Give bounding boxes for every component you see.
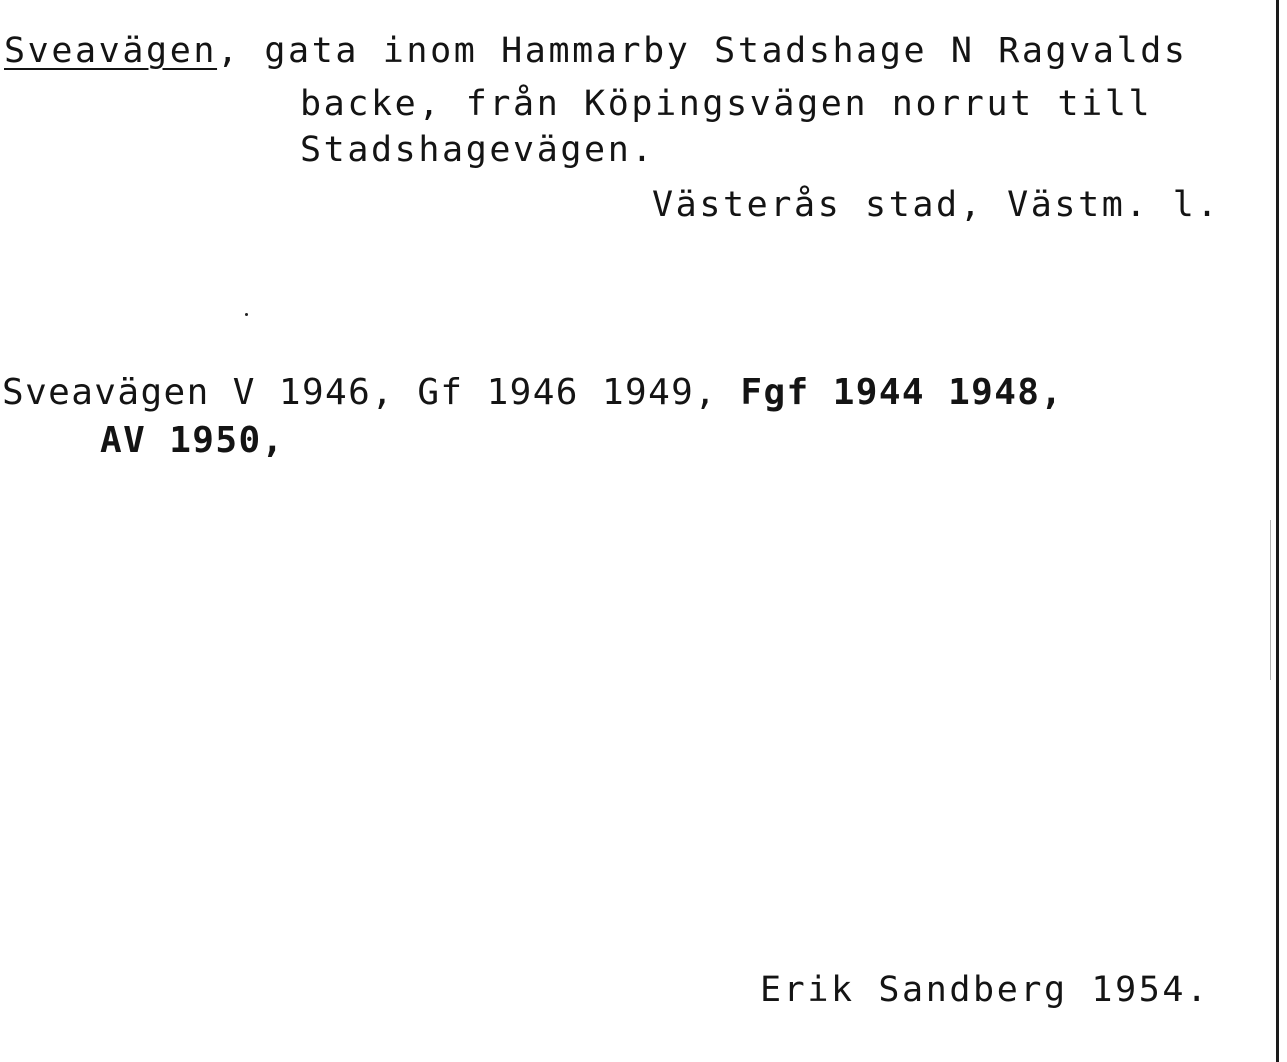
description-line-1 (4, 31, 1188, 71)
card-right-edge (1276, 0, 1279, 1062)
description-line-3: Stadshagevägen. (300, 130, 656, 170)
description-line-2: backe, från Köpingsvägen norrut till (300, 84, 1153, 124)
sources-line-2: AV 1950, (100, 420, 285, 461)
sources-line-1 (2, 373, 1063, 413)
entry-name: Sveavägen (2, 372, 210, 413)
entry-part-gf: Gf 1946 1949, (417, 372, 718, 413)
ink-speck (245, 313, 248, 316)
card-edge-mark (1270, 520, 1271, 680)
heading-word: Sveavägen (4, 31, 218, 71)
description-line-1-rest: , gata inom Hammarby Stadshage N Ragvalds (217, 31, 1188, 71)
entry-part-v: V 1946, (232, 372, 395, 413)
entry-part-fgf: Fgf 1944 1948, (740, 372, 1064, 413)
location-line: Västerås stad, Västm. l. (652, 185, 1221, 225)
signature-line: Erik Sandberg 1954. (760, 970, 1210, 1010)
